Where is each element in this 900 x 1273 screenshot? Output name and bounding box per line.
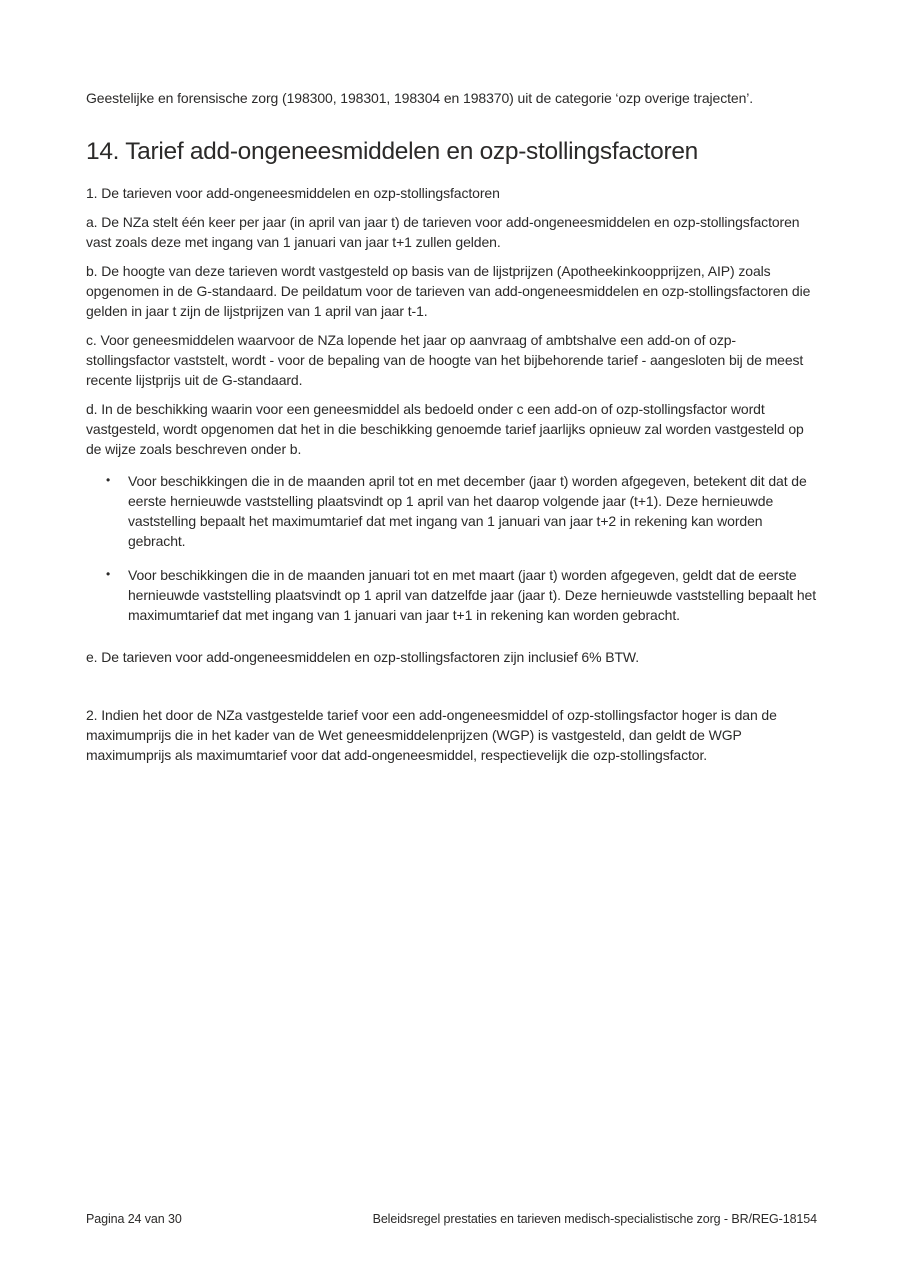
bullet-marker: • [106,567,111,581]
bullet-list [86,471,817,625]
page-content [86,88,817,774]
intro-paragraph: Geestelijke en forensische zorg (198300, 198301, 198304 en 198370) uit de categorie ‘ozp overige trajecten’. [86,90,754,106]
bullet-item [86,565,817,625]
clause-1-title: 1. De tarieven voor add-ongeneesmiddelen en ozp-stollingsfactoren [86,185,500,201]
clause-e: e. De tarieven voor add-ongeneesmiddelen en ozp-stollingsfactoren zijn inclusief 6% BTW. [86,649,640,665]
bullet-item [86,471,817,551]
bullet-text: Voor beschikkingen die in de maanden januari tot en met maart (jaar t) worden afgegeven, geldt dat de eerste hernieuwde vaststelling plaatsvindt op 1 april van datzelfde jaar (jaar t). Deze hernieuwde vaststelling bepaalt het maximumtarief dat met ingang van 1 januari van jaar t+1 in rekening kan worden gebracht. [128,567,817,623]
clause-c: c. Voor geneesmiddelen waarvoor de NZa lopende het jaar op aanvraag of ambtshalve een add-on of ozp-stollingsfactor vaststelt, wordt - voor de bepaling van de hoogte van het bijbehorende tarief - aangesloten bij de meest recente lijstprijs uit de G-standaard. [86,332,804,388]
clause-b: b. De hoogte van deze tarieven wordt vastgesteld op basis van de lijstprijzen (Apotheekinkoopprijzen, AIP) zoals opgenomen in de G-standaard. De peildatum voor de tarieven van add-ongeneesmiddelen en ozp-stollingsfactoren die gelden in jaar t zijn de lijstprijzen van 1 april van jaar t-1. [86,263,811,319]
footer-page-number: Pagina 24 van 30 [86,1212,182,1226]
bullet-marker: • [106,473,111,487]
bullet-text: Voor beschikkingen die in de maanden april tot en met december (jaar t) worden afgegeven, betekent dit dat de eerste hernieuwde vaststelling plaatsvindt op 1 april van het daarop volgende jaar (t+1). Deze hernieuwde vaststelling bepaalt het maximumtarief dat met ingang van 1 januari van jaar t+2 in rekening kan worden gebracht. [128,473,807,549]
page-footer [86,1212,817,1227]
section-heading: 14. Tarief add-ongeneesmiddelen en ozp-stollingsfactoren [86,138,698,165]
clause-a: a. De NZa stelt één keer per jaar (in april van jaar t) de tarieven voor add-ongeneesmiddelen en ozp-stollingsfactoren vast zoals deze met ingang van 1 januari van jaar t+1 zullen gelden. [86,214,800,250]
clause-2: 2. Indien het door de NZa vastgestelde tarief voor een add-ongeneesmiddel of ozp-stollingsfactor hoger is dan de maximumprijs die in het kader van de Wet geneesmiddelenprijzen (WGP) is vastgesteld, dan geldt de WGP maximumprijs als maximumtarief voor dat add-ongeneesmiddel, respectievelijk die ozp-stollingsfactor. [86,707,777,763]
clause-d: d. In de beschikking waarin voor een geneesmiddel als bedoeld onder c een add-on of ozp-stollingsfactor wordt vastgesteld, wordt opgenomen dat het in die beschikking genoemde tarief jaarlijks opnieuw zal worden vastgesteld op de wijze zoals beschreven onder b. [86,401,804,457]
footer-document-title: Beleidsregel prestaties en tarieven medisch-specialistische zorg - BR/REG-18154 [372,1212,817,1226]
